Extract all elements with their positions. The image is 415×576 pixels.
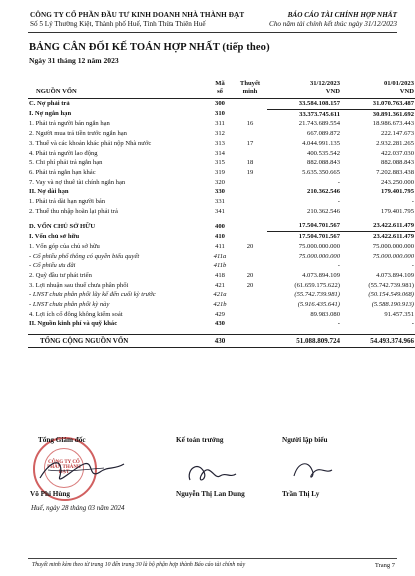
cell-label: 1. Vốn góp của chủ sở hữu [29,242,100,250]
table-row [28,149,415,159]
company-stamp [33,437,97,501]
cell-v1: - [337,262,340,270]
cell-v1: 882.088.843 [307,159,340,167]
cell-note: 20 [246,242,254,250]
col-v1-unit: VND [325,88,340,95]
cell-v1: 51.088.809.724 [267,335,341,348]
cell-v2: - [411,262,414,270]
page-number: Trang 7 [374,562,395,569]
cell-label: 3. Thuế và các khoản khác phải nộp Nhà nước [29,139,152,147]
cell-code: 315 [215,159,225,167]
cell-code: 311 [215,120,225,128]
col-note-header [233,80,267,99]
cell-v2: 179.401.795 [381,188,414,196]
director-name: Võ Phi Hùng [30,490,70,498]
statement-date: Ngày 31 tháng 12 năm 2023 [29,56,119,65]
company-stamp-inner [44,448,84,488]
cell-code: 421a [213,291,227,299]
accountant-signature [180,450,240,490]
cell-note [233,109,267,119]
cell-note [233,290,267,300]
cell-code: 314 [215,149,225,157]
preparer-name: Trần Thị Ly [282,490,320,498]
cell-label: 5. Chi phí phải trả ngắn hạn [29,159,103,167]
cell-note [233,221,267,231]
cell-v2: (50.154.549.068) [368,291,414,299]
cell-label: 2. Người mua trả tiền trước ngắn hạn [29,130,127,138]
cell-label: D. VỐN CHỦ SỞ HỮU [29,222,96,230]
accountant-title: Kế toán trưởng [176,436,224,444]
cell-label: 1. Phải trả người bán ngắn hạn [29,120,110,128]
cell-note: 20 [246,281,254,289]
cell-code: 411a [213,252,227,260]
footer-divider [28,558,397,559]
table-row [28,271,415,281]
company-stamp-text: CÔNG TY CỔ PHẦN THÀNH ĐẠT [47,460,81,475]
table-body [28,99,415,348]
table-row [28,242,415,252]
cell-label: C. Nợ phải trả [29,100,70,108]
cell-v1: (55.742.739.981) [294,291,340,299]
cell-v2: (55.742.739.981) [368,281,414,289]
cell-code: 341 [215,207,225,215]
cell-note: 16 [246,120,254,128]
cell-v1: - [337,320,340,328]
cell-note [233,310,267,320]
table-row [28,300,415,310]
cell-v2: 54.493.374.966 [341,335,415,348]
table-row [28,221,415,231]
cell-v2: 75.000.000.000 [372,242,414,250]
cell-label: - LNST chưa phân phối kỳ này [29,301,110,309]
cell-v2: 31.070.763.487 [372,100,414,107]
cell-v1: 5.635.350.665 [302,168,340,176]
cell-v1: 210.362.546 [307,188,340,196]
cell-code: 319 [215,168,225,176]
col-v1-header [267,80,341,99]
col-note-text: Thuyết minh [239,80,261,95]
cell-code: 410 [215,232,225,240]
cell-label: TỔNG CỘNG NGUỒN VỐN [28,335,207,348]
cell-note: 19 [246,168,254,176]
cell-v1: (61.659.175.622) [294,281,340,289]
cell-v2: - [411,198,414,206]
cell-v1: 4.044.991.135 [302,139,340,147]
table-row [28,197,415,207]
cell-label: - Cổ phiếu ưu đãi [29,262,76,270]
cell-code: 312 [215,130,225,138]
cell-v2: 222.147.673 [381,130,414,138]
cell-note [233,129,267,139]
balance-sheet-table [28,80,415,348]
cell-note: 18 [246,159,254,167]
cell-note [233,232,267,242]
cell-note [233,149,267,159]
cell-note [233,178,267,188]
table-row [28,158,415,168]
table-row [28,261,415,271]
cell-note [233,187,267,197]
cell-label: 2. Thuế thu nhập hoãn lại phải trả [29,207,118,215]
cell-label: II. Nợ dài hạn [29,188,69,196]
table-row [28,119,415,129]
cell-note [233,99,267,110]
cell-label: 1. Phải trả dài hạn người bán [29,198,106,206]
cell-v2: 7.202.883.438 [376,168,414,176]
cell-v1: 75.000.000.000 [298,252,340,260]
cell-label: I. Vốn chủ sở hữu [29,232,80,240]
cell-code: 421 [215,281,225,289]
cell-v2: 4.073.894.109 [376,271,414,279]
cell-code: 313 [215,139,225,147]
col-code-header [207,80,233,99]
col-v2-unit: VND [399,88,414,95]
cell-code: 430 [207,335,233,348]
table-row [28,290,415,300]
cell-code: 300 [215,100,225,108]
table-row [28,129,415,139]
col-code-text: Mã số [215,80,225,95]
cell-code: 310 [215,110,225,118]
cell-label: II. Nguồn kinh phí và quỹ khác [29,320,118,328]
cell-code: 330 [215,188,225,196]
cell-v1: 33.584.108.157 [298,100,340,107]
company-name: CÔNG TY CỔ PHẦN ĐẦU TƯ KINH DOANH NHÀ THÀNH ĐẠT [30,11,245,19]
company-header [30,11,244,29]
cell-v1: 33.373.745.611 [267,109,341,119]
cell-v1: - [337,198,340,206]
cell-v2: (5.588.190.913) [371,301,414,309]
cell-v2: 23.422.611.479 [341,232,415,242]
cell-note [233,261,267,271]
cell-code: 400 [215,222,225,230]
table-row [28,252,415,262]
table-row [28,109,415,119]
cell-code: 320 [215,178,225,186]
cell-v2: 30.891.361.692 [341,109,415,119]
accountant-name: Nguyễn Thị Lan Dung [176,490,245,498]
table-row [28,310,415,320]
header-divider [28,32,397,33]
cell-v2: 91.457.351 [384,310,414,318]
cell-note: 17 [246,139,254,147]
director-signature [34,450,129,490]
report-period: Cho năm tài chính kết thúc ngày 31/12/2023 [269,20,397,28]
page-title: BẢNG CÂN ĐỐI KẾ TOÁN HỢP NHẤT (tiếp theo) [29,42,270,53]
cell-note [233,300,267,310]
cell-code: 418 [215,271,225,279]
table-row [28,139,415,149]
table-header-row [28,80,415,99]
report-title: BÁO CÁO TÀI CHÍNH HỢP NHẤT [287,11,397,19]
report-header [269,11,397,29]
cell-v2: 422.037.030 [381,149,414,157]
cell-code: 331 [215,198,225,206]
cell-code: 429 [215,310,225,318]
cell-label: 3. Lợi nhuận sau thuế chưa phân phối [29,281,129,289]
cell-label: 4. Phải trả người lao động [29,149,98,157]
cell-v1: (5.916.435.641) [297,301,340,309]
cell-label: 7. Vay và nợ thuê tài chính ngắn hạn [29,178,126,186]
table-row [28,178,415,188]
table-row [28,99,415,110]
cell-v1: 667.089.872 [307,130,340,138]
cell-v1: 17.504.701.567 [298,222,340,230]
table-row [28,207,415,217]
cell-label: - LNST chưa phân phối lũy kế đến cuối kỳ trước [29,291,156,299]
table-row [28,319,415,329]
table-row [28,168,415,178]
cell-label: I. Nợ ngắn hạn [29,110,72,118]
cell-v2: 75.000.000.000 [372,252,414,260]
cell-code: 411b [213,262,227,270]
table-row [28,187,415,197]
cell-v2: 882.088.843 [381,159,414,167]
col-label-header: NGUỒN VỐN [28,80,207,99]
cell-v2: - [411,320,414,328]
cell-note: 20 [246,271,254,279]
cell-v2: 18.986.673.443 [372,120,414,128]
cell-v2: 179.401.795 [381,207,414,215]
cell-note [233,197,267,207]
table-row [28,232,415,242]
cell-v1: 4.073.894.109 [302,271,340,279]
place-date: Huế, ngày 28 tháng 03 năm 2024 [31,504,125,512]
preparer-signature [286,452,336,486]
director-title: Tổng Giám đốc [38,436,86,444]
cell-v1: 400.535.542 [307,149,340,157]
cell-v1: 17.504.701.567 [267,232,341,242]
col-v1-date: 31/12/2023 [309,80,340,87]
cell-note [233,319,267,329]
cell-v1: 75.000.000.000 [298,242,340,250]
cell-v1: 89.983.080 [310,310,340,318]
cell-v1: 210.362.546 [307,207,340,215]
cell-note [233,207,267,217]
cell-v2: 243.250.000 [381,178,414,186]
cell-label: 4. Lợi ích cổ đông không kiểm soát [29,310,123,318]
cell-code: 411 [215,242,225,250]
cell-v1: 21.743.689.554 [298,120,340,128]
cell-code: 421b [213,301,227,309]
cell-label: 6. Phải trả ngắn hạn khác [29,168,96,176]
cell-note [233,335,267,348]
cell-label: 2. Quỹ đầu tư phát triển [29,271,92,279]
footer-note: Thuyết minh kèm theo từ trang 10 đến trang 30 là bộ phận hợp thành Báo cáo tài chính này [32,562,246,568]
total-row [28,335,415,348]
cell-v1: - [337,178,340,186]
cell-v2: 23.422.611.479 [373,222,414,230]
company-address: Số 5 Lý Thường Kiệt, Thành phố Huế, Tỉnh Thừa Thiên Huế [30,20,206,28]
cell-code: 430 [215,320,225,328]
col-v2-header [341,80,415,99]
preparer-title: Người lập biểu [282,436,328,444]
col-v2-date: 01/01/2023 [383,80,414,87]
cell-v2: 2.932.281.265 [376,139,414,147]
cell-note [233,252,267,262]
cell-label: - Cổ phiếu phổ thông có quyền biểu quyết [29,252,140,260]
table-row [28,281,415,291]
